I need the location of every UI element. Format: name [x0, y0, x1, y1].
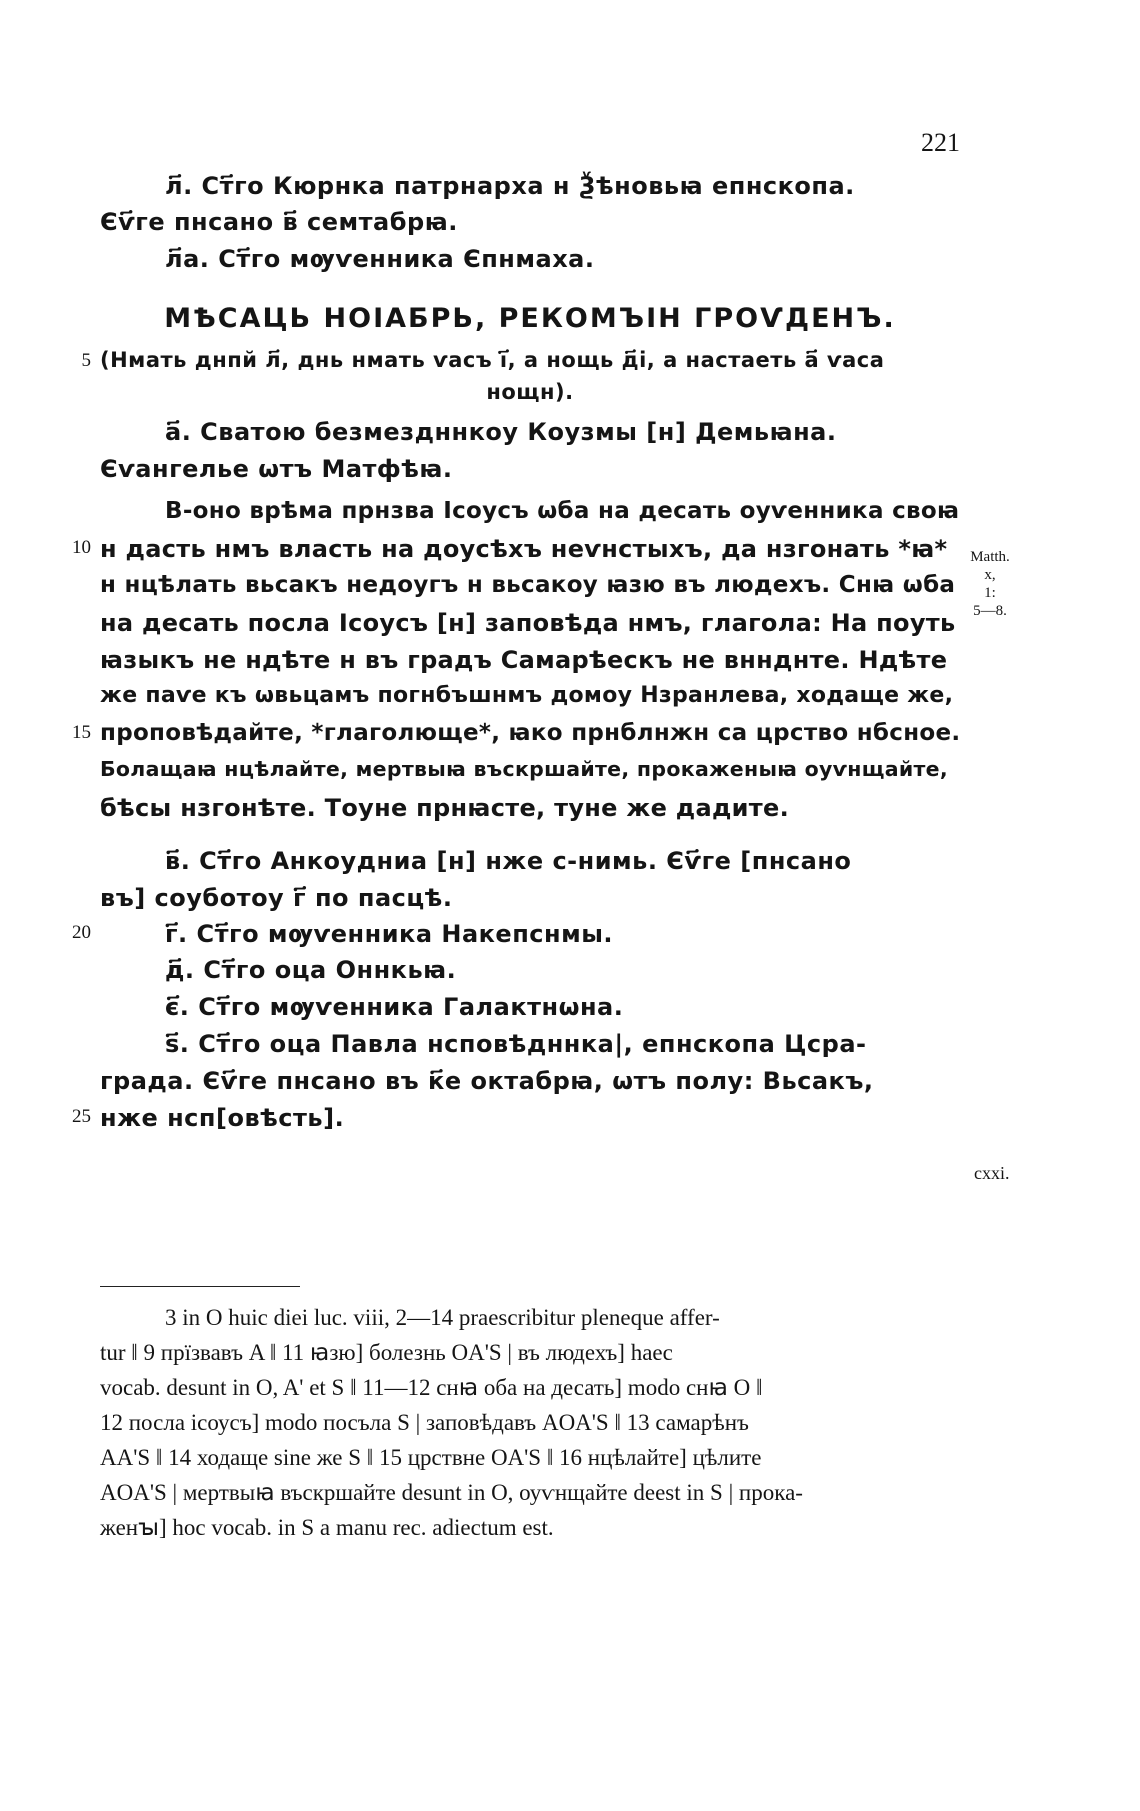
text-line: проповѣдайте, *глаголюще*, ꙗко прнблнжн са црство нбсное.	[100, 720, 961, 746]
text-line: ѕ҃. Ст҃го оца Павла нсповѣдннка|, епнскопа Цсра-	[165, 1030, 867, 1058]
text-line: въ] соуботоу г҃ по пасцѣ.	[100, 884, 453, 912]
margin-reference	[960, 548, 1020, 620]
text-line: града. Єѵ҃ге пнсано въ к҃е октабрꙗ, ѡтъ полу: Вьсакъ,	[100, 1067, 874, 1095]
text-line: є҃. Ст҃го мѹѵенника Галактнѡна.	[165, 993, 624, 1021]
line-number: 20	[72, 922, 91, 943]
text-line: Єѵ҃ге пнсано в҃ семтабрꙗ.	[100, 208, 458, 236]
line-number: 5	[81, 350, 91, 371]
page-number: 221	[921, 128, 960, 157]
text-line: г҃. Ст҃го мѹѵенника Накепснмы.	[165, 920, 614, 948]
footnote-line: AA'S ‖ 14 ходаще sine же S ‖ 15 црствне OA'S ‖ 16 нцѣлайте] цѣлите	[100, 1445, 762, 1470]
text-line: (Нмать днпй л҃, днь нмать ѵасъ і҃, а нощь д҃і, а настаеть а҃ ѵаса	[100, 348, 885, 372]
footnote-line: женꙑ] hoc vocab. in S a manu rec. adiectum est.	[100, 1515, 554, 1540]
line-number: 10	[72, 537, 91, 558]
text-line: же паѵе къ ѡвьцамъ погнбъшнмъ домоу Нзранлева, ходаще же,	[100, 683, 954, 708]
text-line: л҃а. Ст҃го мѹѵенника Єпнмаха.	[165, 245, 595, 273]
line-number: 15	[72, 722, 91, 743]
margin-ref-line: 1:	[984, 585, 996, 601]
text-line: на десать посла Ісоусъ [н] заповѣда нмъ, глагола: На поуть	[100, 609, 956, 637]
margin-ref-line: x,	[984, 567, 996, 583]
text-line: нже нсп[овѣсть].	[100, 1104, 345, 1132]
text-line: н нцѣлать вьсакъ недоугъ н вьсакоу ꙗзю въ людехъ. Снꙗ ѡба	[100, 572, 956, 598]
margin-ref-line: 5—8.	[973, 603, 1007, 619]
text-line: н дасть нмъ власть на доусѣхъ неѵнстыхъ, да нзгонать *ꙗ*	[100, 535, 948, 563]
text-line: ꙗзыкъ не ндѣте н въ градъ Самарѣескъ не вннднте. Ндѣте	[100, 646, 948, 674]
text-line: д҃. Ст҃го оца Оннкьꙗ.	[165, 956, 457, 984]
text-line: В-оно врѣма прнзва Ісоусъ ѡба на десать оуѵенника своꙗ	[165, 498, 960, 524]
footnote-line: AOA'S | мертвыꙗ въскршайте desunt in O, оуѵнщайте deest in S | прока-	[100, 1480, 803, 1505]
footnote-divider	[100, 1286, 300, 1287]
section-heading: МѢСАЦЬ НОІАБРЬ, РЕКОМЪІН ГРОѴДЕНЪ.	[164, 303, 896, 334]
footnote-line: 3 in O huic diei luc. viii, 2—14 praescribitur pleneque affer-	[165, 1305, 720, 1330]
footnote-line: tur ‖ 9 прїзвавъ A ‖ 11 ꙗзю] болезнь OA'S | въ людехъ] haec	[100, 1340, 673, 1365]
footnote-line: vocab. desunt in O, A' et S ‖ 11—12 снꙗ оба на десать] modo снꙗ O ‖	[100, 1375, 763, 1400]
margin-ref-line: Matth.	[970, 549, 1010, 565]
text-line: Єѵангелье ѡтъ Матфѣꙗ.	[100, 455, 453, 483]
text-line: бѣсы нзгонѣте. Тоуне прнꙗсте, туне же дадите.	[100, 794, 789, 822]
text-line: Болащаꙗ нцѣлайте, мертвыꙗ въскршайте, прокаженыꙗ оуѵнщайте,	[100, 757, 948, 781]
text-line: а҃. Сватою безмездннкоу Коузмы [н] Демьꙗна.	[165, 418, 837, 446]
text-line: в҃. Ст҃го Анкоудниа [н] нже с-нимь. Єѵ҃ге [пнсано	[165, 847, 852, 875]
footnote-line: 12 посла ісоусъ] modo посъла S | заповѣдавъ AOA'S ‖ 13 самарѣнъ	[100, 1410, 749, 1435]
margin-folio: cxxi.	[974, 1163, 1010, 1183]
text-line: л҃. Ст҃го Кюрнка патрнарха н Ѯѣновьꙗ епнскопа.	[165, 172, 855, 200]
line-number: 25	[72, 1106, 91, 1127]
text-line: нощн).	[486, 380, 574, 404]
